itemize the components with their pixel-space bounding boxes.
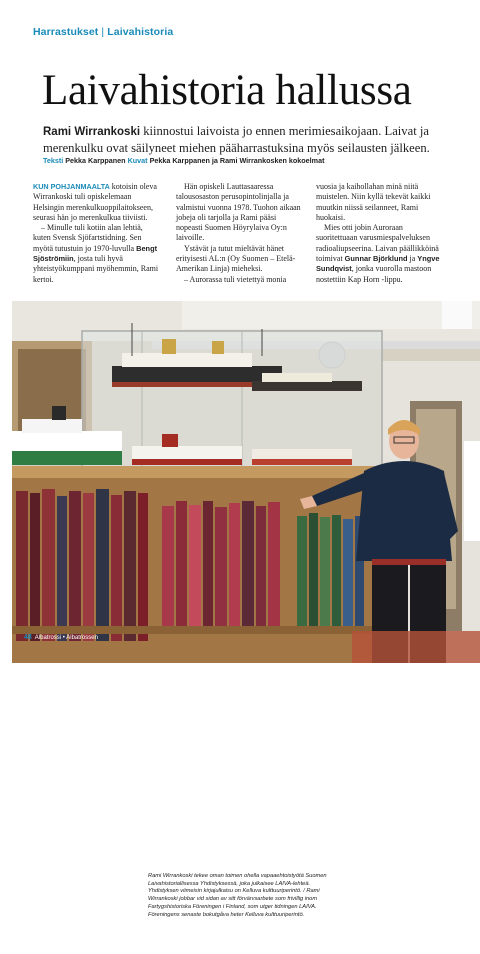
person-name: Yngve Sundqvist (316, 254, 440, 274)
col2-para-3: – Aurorassa tuli vietettyä monia (184, 274, 287, 284)
lead-text: kiinnostui laivoista jo ennen merimiesaikojaan. Laivat ja merenkulku ovat säilyneet miehen pääharrastuksina myös seilausten jälkeen. (43, 124, 430, 155)
lead-name: Rami Wirrankoski (43, 126, 141, 138)
photo-credit-author: Pekka Karppanen ja Rami Wirrankosken kokoelmat (149, 156, 325, 165)
photo-caption: Rami Wirrankoski tekee oman toimen ohella vapaaehtoistyötä Suomen Laivahistoriallisessa Yhdistyksessä, joka julkaisee LAIVA-lehteä. Yhdistyksen viimeisin kirjajulkaisu on Kelluva kulttuuriperintö. / Rami Wirrankoski jobbar vid sidan av sitt förvärvsarbete som frivillig inom Fartygshistoriska Föreningen i Finland, som utger tidningen LAIVA. Föreningens senaste bokutgåva heter Kelluva kulttuuriperintö. (141, 867, 345, 954)
body-column-2 (176, 182, 304, 285)
col2-para-1: Hän opiskeli Lauttasaaressa talousosaston perusopintolinjalla ja valmistui vuonna 1978. Tuohon aikaan jobeja oli tarjolla ja Rami pääsi nopeasti Suomen Höyrylaiva Oy:n laivoille. (176, 182, 301, 243)
text-credit-label: Teksti (43, 156, 64, 165)
col2-para-2: Ystävät ja tutut mieltävät hänet erityisesti AL:n (Oy Suomen – Etelä-Amerikan Linja) mieheksi. (176, 243, 296, 274)
photo-credit-label: Kuvat (127, 156, 148, 165)
col3-para-2: Mies otti jobin Auroraan suoritettuaan varusmiespalveluksen radioaliupseerina. Laivan päällikköinä toimivat Gunnar Björklund ja Yngve Sundqvist, jonka vuorolla mastoon nostettiin Kap Horn -lippu. (316, 223, 440, 284)
article-credits (43, 156, 324, 165)
col3-para-1: vuosia ja kaihollahan minä niitä muistelen. Niin kyllä tekevät kaikki muutkin niissä seilanneet, Rami huokaisi. (316, 182, 431, 222)
section-label: Harrastukset (33, 26, 99, 38)
person-name: Gunnar Björklund (344, 254, 408, 264)
text-credit-author: Pekka Karppanen (65, 156, 126, 165)
col1-para-1: KUN POHJANMAALTA kotoisin oleva Wirrankoski tuli opiskelemaan Helsingin merenkulkuoppilaitokseen, seurasi hän jo merenkulkua tiiviisti. (33, 182, 157, 222)
article-title: Laivahistoria hallussa (42, 67, 412, 114)
body-column-3 (316, 182, 444, 285)
page-footer (24, 634, 98, 641)
article-photo (12, 301, 480, 918)
body-column-1 (33, 182, 161, 285)
section-header (33, 26, 173, 38)
page-number: 48 (24, 634, 32, 641)
person-name: Bengt Sjöströmiin (33, 243, 158, 264)
col1-kicker: KUN POHJANMAALTA (33, 182, 110, 191)
col1-para-2: – Minulle tuli kotiin alan lehtiä, kuten Svensk Sjöfartstidning. Sen myötä tutustuin jo 1970-luvulla Bengt Sjöströmiin, josta tuli hyvä yhteistyökumppani myöhemmin, Rami kertoi. (33, 223, 159, 284)
article-lead (43, 123, 443, 156)
photo-illustration (12, 301, 480, 663)
subsection-label: Laivahistoria (107, 26, 174, 38)
publication-name: Albatrossi • Albatrossen (34, 635, 98, 641)
header-separator: | (101, 26, 105, 38)
